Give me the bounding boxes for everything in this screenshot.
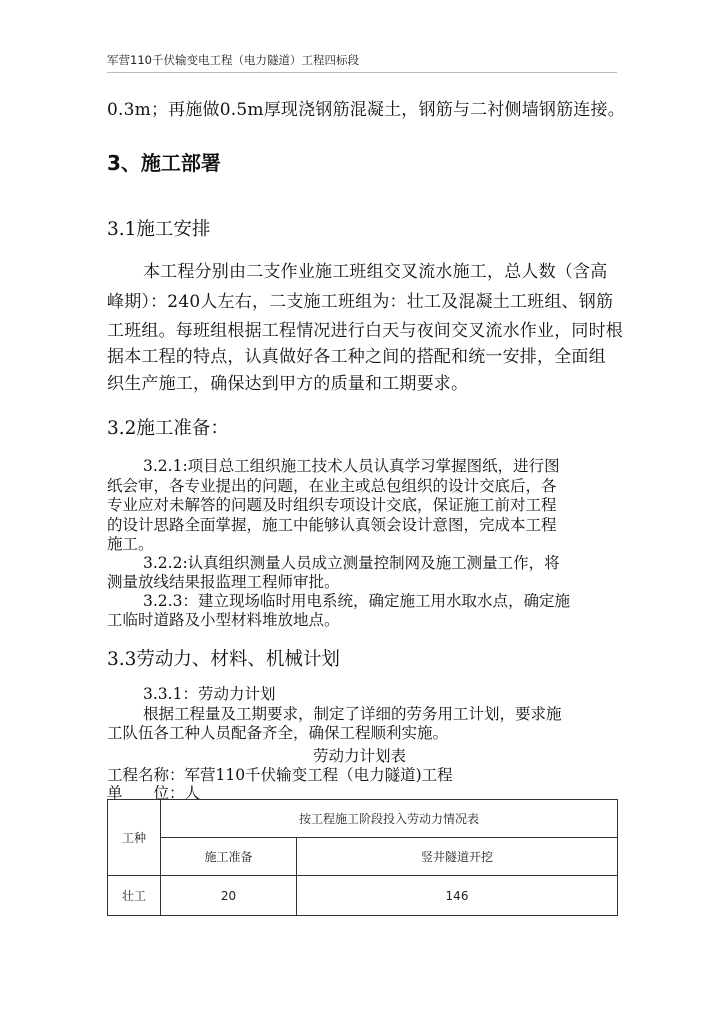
s31-line-3: 工班组。每班组根据工程情况进行白天与夜间交叉流水作业，同时根: [107, 321, 623, 341]
s31-line-1: 本工程分别由二支作业施工班组交叉流水施工，总人数（含高: [143, 262, 608, 282]
header-construction-prep: 施工准备: [161, 838, 297, 876]
section-3-1-heading: 3.1施工安排: [107, 219, 211, 240]
page-header-title: 军营110千伏输变电工程（电力隧道）工程四标段: [107, 53, 359, 67]
s31-line-2: 峰期）：240人左右，二支施工班组为：壮工及混凝土工班组、钢筋: [107, 292, 614, 312]
s32-line-7: 测量放线结果报监理工程师审批。: [107, 573, 340, 591]
s31-line-5: 织生产施工，确保达到甲方的质量和工期要求。: [107, 374, 469, 394]
row-work-type: 壮工: [108, 876, 161, 916]
s32-line-8: 3.2.3：建立现场临时用电系统，确定施工用水取水点，确定施: [143, 592, 570, 610]
s33-line-1: 根据工程量及工期要求，制定了详细的劳务用工计划，要求施: [143, 705, 562, 723]
header-work-type: 工种: [108, 800, 161, 876]
s31-line-4: 据本工程的特点，认真做好各工种之间的搭配和统一安排，全面组: [107, 347, 606, 367]
header-shaft-tunnel-excavation: 竖井隧道开挖: [297, 838, 618, 876]
header-stage-group: 按工程施工阶段投入劳动力情况表: [161, 800, 618, 838]
s32-line-2: 纸会审，各专业提出的问题，在业主或总包组织的设计交底后，各: [107, 477, 557, 495]
table-project-name: 工程名称：军营110千伏输变工程（电力隧道)工程: [107, 766, 453, 784]
header-divider: [107, 72, 617, 73]
section-3-2-heading: 3.2施工准备：: [107, 418, 229, 439]
s32-line-9: 工临时道路及小型材料堆放地点。: [107, 611, 340, 629]
section-3-heading: 3、施工部署: [107, 151, 221, 175]
s32-line-4: 的设计思路全面掌握，施工中能够认真领会设计意图，完成本工程: [107, 516, 557, 534]
s33-subheading: 3.3.1：劳动力计划: [143, 685, 276, 703]
table-unit: 单 位：人: [107, 784, 201, 802]
s32-line-1: 3.2.1:项目总工组织施工技术人员认真学习掌握图纸，进行图: [143, 457, 560, 475]
section-3-3-heading: 3.3劳动力、材料、机械计划: [107, 649, 340, 670]
row-shaft-count: 146: [297, 876, 618, 916]
s32-line-6: 3.2.2:认真组织测量人员成立测量控制网及施工测量工作，将: [143, 554, 560, 572]
row-prep-count: 20: [161, 876, 297, 916]
intro-paragraph: 0.3m；再施做0.5m厚现浇钢筋混凝土，钢筋与二衬侧墙钢筋连接。: [107, 100, 625, 120]
s33-line-2: 工队伍各工种人员配备齐全，确保工程顺利实施。: [107, 724, 449, 742]
s32-line-3: 专业应对未解答的问题及时组织专项设计交底，保证施工前对工程: [107, 496, 557, 514]
s32-line-5: 施工。: [107, 535, 154, 553]
labor-plan-table: [107, 799, 618, 916]
table-caption: 劳动力计划表: [313, 747, 407, 765]
table-row: [108, 876, 618, 916]
